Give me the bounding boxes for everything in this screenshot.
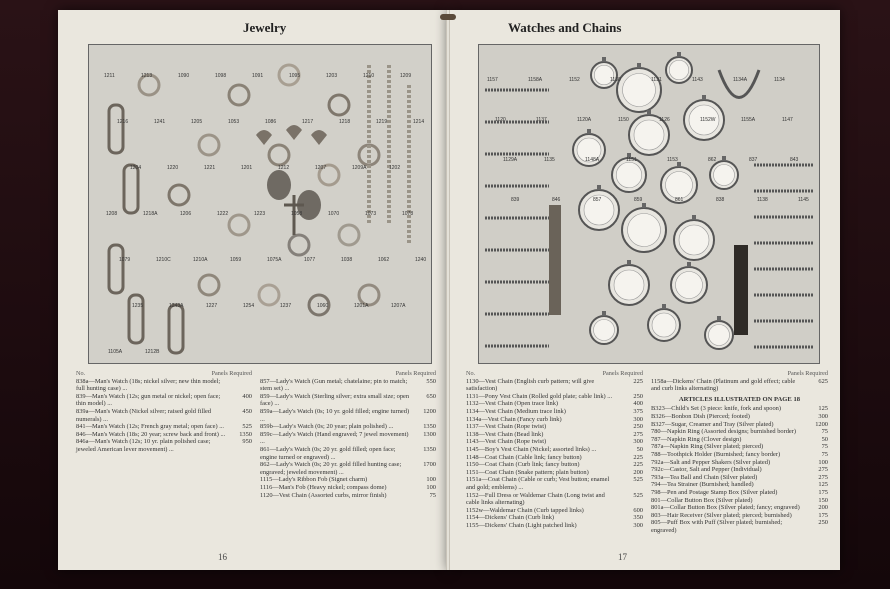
photo-label: 1137 [536,117,547,123]
item-description: 798—Pen and Postage Stamp Box (Silver plated) [651,488,778,496]
panels-header-right-2: Panels Required [787,370,828,377]
right-price-list [466,370,828,534]
item-panels: 75 [821,450,828,458]
price-list-item [466,507,643,515]
photo-label: 1240 [415,257,427,263]
item-description: B323—Child's Set (3 piece: knife, fork and spoon) [651,405,782,413]
photo-label: 846 [552,197,561,203]
photo-label: 1135 [544,157,555,163]
photo-label: 1241 [154,119,166,125]
watch-crown [647,110,651,115]
item-description: 1154—Dickens' Chain (Curb link) [466,514,555,522]
price-list-item [651,512,828,520]
photo-label: 1221 [204,165,216,171]
item-panels: 300 [633,521,643,529]
price-list-item [466,378,643,393]
item-panels: 250 [818,519,828,527]
item-description: 1134a—Vest Chain (Fancy curb link) [466,415,562,423]
photo-label: 1129A [503,157,518,163]
photo-label: 1147 [782,117,793,123]
price-list-item [260,408,436,423]
photo-label: 1201A [354,303,369,309]
pocket-watch-dial [669,60,689,80]
price-list-item [466,423,643,431]
photo-label: 1038 [341,257,353,263]
photo-label: 1216 [117,119,129,125]
item-description: 792c—Castor, Salt and Pepper (Individual) [651,466,762,474]
item-panels: 125 [818,405,828,413]
pocket-watch-dial [614,270,644,300]
item-panels: 300 [633,438,643,446]
price-list-item [651,474,828,482]
item-description: 859b—Lady's Watch (0s; 20 year; plain polished) ... [260,423,394,431]
price-list-item [466,514,643,522]
item-panels: 1200 [815,420,828,428]
photo-label: 1218A [143,211,158,217]
item-description: 1130—Vest Chain (English curb pattern; will give satisfaction) [466,377,595,393]
item-panels: 550 [426,377,436,385]
photo-label: 1210 [363,73,375,79]
item-panels: 100 [426,483,436,491]
photo-label: 1090 [178,73,190,79]
pocket-watch-dial [616,162,642,188]
photo-label: 1210C [156,257,171,263]
item-description: 838a—Man's Watch (18s; nickel silver; new thin model; full hunting case) ... [76,377,221,393]
item-description: 859c—Lady's Watch (Hand engraved; 7 jewel movement) ... [260,430,409,446]
photo-label: 1073 [365,211,377,217]
left-page [58,10,448,570]
panels-header: Panels Required [211,370,252,377]
item-description: 1131—Pony Vest Chain (Rolled gold plate; cable link) ... [466,392,613,400]
photo-label: 1227 [206,303,218,309]
photo-label: 838 [716,197,725,203]
price-list-item [260,393,436,408]
photo-label: 1254 [243,303,255,309]
photo-label: 1126 [659,117,670,123]
item-description: 857—Lady's Watch (Gun metal; chatelaine; pin to match; stem set) ... [260,377,408,393]
item-description: 861—Lady's Watch (0s; 20 yr. gold filled; open face; engine turned or engraved) ... [260,445,396,461]
photo-label: 1134A [733,77,748,83]
price-list-item [466,461,643,469]
item-panels: 1350 [423,423,436,431]
watch-crown [642,203,646,208]
price-list-item [651,413,828,421]
photo-label: 1091 [252,73,264,79]
price-list-item [76,408,252,423]
cameo-locket [267,170,291,200]
left-list-column-2 [260,370,436,499]
item-panels: 75 [429,491,436,499]
watch-crown [587,129,591,134]
item-panels: 200 [818,504,828,512]
item-panels: 200 [633,468,643,476]
item-panels: 650 [426,392,436,400]
photo-label: 1120A [577,117,592,123]
right-page [448,10,840,570]
no-header: No. [76,370,86,377]
jewelry-illustration [89,45,431,363]
price-list-item [466,416,643,424]
left-list-header [76,370,252,378]
item-description: B327—Sugar, Creamer and Tray (Silver plated) [651,420,774,428]
item-panels: 225 [633,461,643,469]
photo-label: 1237 [280,303,292,309]
photo-label: 1098 [215,73,227,79]
item-description: 1151a—Coat Chain (Cable or curb; Vest button; enamel and gold; emblems) ... [466,476,610,491]
pocket-watch-dial [679,225,709,255]
photo-label: 1138 [757,197,768,203]
pocket-watch-dial [628,214,661,247]
item-description: 788—Toothpick Holder (Burnished; fancy border) [651,450,781,458]
photo-label: 1150 [618,117,629,123]
photo-label: 857 [593,197,602,203]
item-description: 1116—Man's Fob (Heavy nickel; compass dome) [260,483,387,491]
photo-label: 1105A [108,349,123,355]
price-list-item [651,481,828,489]
photo-label: 1079 [119,257,131,263]
item-panels: 350 [633,514,643,522]
photo-label: 1059 [230,257,242,263]
photo-label: 1058 [291,211,303,217]
item-description: 1143—Vest Chain (Rope twist) [466,438,547,446]
photo-label: 1062 [378,257,390,263]
item-panels: 75 [821,443,828,451]
item-description: 859a—Lady's Watch (0s; 10 yr. gold filled; engine turned) ... [260,407,410,423]
item-description: 1150—Coat Chain (Curb link; fancy button) [466,461,580,469]
pocket-watch-dial [709,325,730,346]
item-description: 1137—Vest Chain (Rope twist) [466,423,547,431]
photo-label: 1201 [241,165,253,171]
panels-header-right: Panels Required [602,370,643,377]
photo-label: 1213 [141,73,153,79]
price-list-item [76,378,252,393]
item-description: 1134—Vest Chain (Medium trace link) [466,407,566,415]
price-list-item [651,466,828,474]
item-description: 1145—Boy's Vest Chain (Nickel; assorted links) ... [466,445,597,453]
item-description: 1132—Vest Chain (Open trace link) [466,400,559,408]
price-list-item [466,446,643,454]
photo-label: 861 [675,197,684,203]
left-page-title: Jewelry [243,20,287,35]
item-description: 780—Napkin Ring (Assorted designs; burnished border) [651,428,797,436]
item-panels: 1350 [423,445,436,453]
item-description: 792a—Salt and Pepper Shakers (Silver plated) [651,458,771,466]
item-panels: 125 [818,481,828,489]
photo-label: 1152 [569,77,580,83]
photo-label: 1217 [302,119,314,125]
item-description: 787—Napkin Ring (Clover design) [651,435,742,443]
photo-label: 1218 [339,119,351,125]
watches-photo [478,44,820,364]
price-list-item [466,476,643,491]
watches-illustration [479,45,819,363]
item-panels: 50 [636,445,643,453]
no-header-right: No. [466,370,476,377]
pocket-watch-dial [666,172,693,199]
item-description: 1155—Dickens' Chain (Light patched link) [466,521,577,529]
photo-label: 1157 [487,77,498,83]
photo-label: 1243A [169,303,184,309]
photo-label: 1208 [106,211,118,217]
photo-label: 1220 [167,165,179,171]
photo-label: 1155A [741,117,756,123]
price-list-item [651,451,828,459]
pocket-watch-dial [676,272,703,299]
item-panels: 275 [818,473,828,481]
price-list-item [76,393,252,408]
photo-label: 1219 [376,119,388,125]
pocket-watch-dial [714,165,735,186]
price-list-item [466,431,643,439]
item-description: 793a—Tea Ball and Chain (Silver plated) [651,473,758,481]
item-description: 1148—Coat Chain (Cable link; fancy button) [466,453,582,461]
photo-label: 837 [749,157,758,163]
photo-label: 1222 [217,211,229,217]
item-panels: 225 [633,377,643,385]
price-list-item [466,438,643,446]
price-list-item [466,469,643,477]
price-list-item [466,454,643,462]
price-list-item [260,446,436,461]
price-list-item [651,436,828,444]
photo-label: 843 [790,157,799,163]
item-description: 805—Puff Box with Puff (Silver plated; burnished; engraved) [651,519,783,534]
photo-label: 1134 [774,77,785,83]
item-panels: 175 [818,488,828,496]
pocket-watch-dial [652,313,676,337]
left-page-number: 16 [218,552,227,562]
photo-label: 1078 [402,211,414,217]
left-list-column-1 [76,370,252,499]
photo-label: 1212 [278,165,290,171]
item-description: 1151—Coat Chain (Snake pattern; plain button) [466,468,589,476]
item-description: 1158a—Dickens' Chain (Platinum and gold effect; cable and curb links alternating) [651,377,796,393]
photo-label: 1235 [132,303,144,309]
price-list-item [466,408,643,416]
price-list-item [466,400,643,408]
photo-label: 1153 [667,157,678,163]
photo-label: 1060 [317,303,329,309]
item-description: 801a—Collar Button Box (Silver plated; fancy; engraved) [651,504,800,512]
item-panels: 525 [242,423,252,431]
photo-label: 1205 [191,119,203,125]
photo-label: 1120 [495,117,506,123]
item-panels [230,378,252,393]
photo-label: 1152W [700,117,716,123]
price-list-item [260,431,436,446]
price-list-item [466,393,643,401]
item-description: B326—Bonbon Dish (Pierced; footed) [651,412,750,420]
price-list-item [466,522,643,530]
pocket-watch-dial [594,320,615,341]
watch-crown [627,260,631,265]
pocket-watch-dial [634,120,664,150]
item-panels: 225 [633,453,643,461]
photo-label: 1143 [692,77,703,83]
photo-background [89,45,431,363]
item-panels: 275 [633,430,643,438]
photo-label: 1151 [626,157,637,163]
binding-cord [440,14,456,20]
right-list-column-2 [651,370,828,534]
watch-crown [602,311,606,316]
photo-label: 839 [511,197,520,203]
item-panels: 950 [242,438,252,446]
item-panels: 1300 [423,430,436,438]
item-description: 803—Hair Receiver (Silver plated; pierced; burnished) [651,511,792,519]
item-description: 1138—Vest Chain (Bead link) [466,430,544,438]
photo-label: 1209 [400,73,412,79]
photo-label: 1075A [267,257,282,263]
item-description: 1120—Vest Chain (Assorted curbs, mirror finish) [260,491,387,499]
watch-crown [717,316,721,321]
watch-crown [702,95,706,100]
price-list-item [651,443,828,451]
photo-label: 1202 [389,165,401,171]
price-list-item [651,405,828,413]
item-panels: 400 [633,400,643,408]
item-panels: 1350 [239,430,252,438]
item-panels: 250 [633,392,643,400]
photo-label: 1207 [315,165,327,171]
photo-label: 1211 [104,73,115,79]
watch-crown [662,304,666,309]
photo-label: 1206 [180,211,192,217]
photo-label: 1212B [145,349,160,355]
price-list-item [651,378,828,393]
item-description: 846—Man's Watch (18s; 20 year; screw back and front) ... [76,430,226,438]
price-list-item [651,459,828,467]
price-list-item [76,423,252,431]
item-panels: 400 [242,392,252,400]
item-panels: 75 [821,428,828,436]
item-description: 839a—Man's Watch (Nickel silver; raised gold filled numerals) ... [76,407,212,423]
right-page-title: Watches and Chains [508,20,622,35]
item-panels: 1200 [423,407,436,415]
item-panels: 300 [633,415,643,423]
item-description: 787a—Napkin Ring (Silver plated; pierced) [651,443,764,451]
item-panels: 300 [818,412,828,420]
price-list-item [651,519,828,534]
photo-label: 1223 [254,211,266,217]
item-description: 859—Lady's Watch (Sterling silver; extra small size; open face) ... [260,392,410,408]
jewelry-photo [88,44,432,364]
watch-crown [722,156,726,161]
item-panels: 450 [242,407,252,415]
item-panels: 250 [633,423,643,431]
item-panels: 1700 [423,461,436,469]
section-heading: ARTICLES ILLUSTRATED ON PAGE 18 [678,395,801,403]
photo-label: 1053 [228,119,240,125]
photo-label: 1209A [352,165,367,171]
photo-label: 859 [634,197,643,203]
photo-label: 1203 [326,73,338,79]
photo-label: 1130 [610,77,621,83]
item-description: 846a—Man's Watch (12s; 10 yr. plain polished case; jeweled American lever movement) ... [76,438,211,453]
photo-label: 1086 [265,119,277,125]
right-list-column-1 [466,370,643,534]
price-list-item [76,438,252,453]
price-list-item [260,423,436,431]
item-description: 1152—Full Dress or Waldemar Chain (Long twist and cable links alternating) [466,491,605,507]
item-panels: 375 [633,407,643,415]
ribbon-fob [734,245,748,335]
price-list-item [260,476,436,484]
item-description: 1115—Lady's Ribbon Fob (Signet charm) [260,476,368,484]
item-panels: 600 [633,506,643,514]
right-page-number: 17 [618,552,627,562]
item-panels: 100 [426,476,436,484]
item-panels: 275 [818,466,828,474]
item-description: 1152w—Waldemar Chain (Curb tapped links) [466,506,584,514]
price-list-item [466,492,643,507]
price-list-item [260,492,436,500]
item-panels: 625 [818,377,828,385]
item-panels: 525 [633,491,643,499]
price-list-item [651,421,828,429]
item-panels: 175 [818,511,828,519]
photo-label: 1145 [798,197,809,203]
price-list-item [651,504,828,512]
photo-label: 1095 [289,73,301,79]
watch-crown [602,57,606,62]
photo-label: 1158A [528,77,543,83]
item-panels: 150 [818,496,828,504]
price-list-item [260,484,436,492]
book-spine [446,10,450,570]
photo-label: 1214 [413,119,425,125]
price-list-item [651,489,828,497]
right-list-header-2 [651,370,828,378]
item-description: 862—Lady's Watch (0s; 20 yr. gold filled hunting case; engraved; jeweled movement) ... [260,461,402,476]
left-list-header-2 [260,370,436,378]
item-panels: 100 [818,458,828,466]
item-description: 841—Man's Watch (12s; French gray metal; open face) ... [76,423,224,431]
photo-label: 1148A [585,157,600,163]
item-description: 839—Man's Watch (12s; gun metal or nickel; open face; thin model) ... [76,392,221,408]
photo-label: 1070 [328,211,340,217]
item-description: 801—Collar Button Box (Silver plated) [651,496,753,504]
photo-label: 1077 [304,257,316,263]
panels-header-2: Panels Required [395,370,436,377]
price-list-item [76,431,252,439]
photo-label: 1204 [130,165,142,171]
watch-crown [637,63,641,68]
watch-crown [597,185,601,190]
item-description: 794—Tea Strainer (Burnished; handled) [651,481,754,489]
photo-label: 1131 [651,77,662,83]
left-price-list [76,370,436,499]
price-list-item [260,378,436,393]
watch-crown [692,215,696,220]
price-list-item [651,497,828,505]
price-list-item [260,461,436,476]
photo-label: 1210A [193,257,208,263]
watch-crown [677,52,681,57]
chatelaine-chain [549,205,561,315]
photo-label: 1207A [391,303,406,309]
photo-label: 862 [708,157,717,163]
right-list-header [466,370,643,378]
price-list-item [651,428,828,436]
item-panels: 525 [633,476,643,484]
watch-crown [687,262,691,267]
item-panels: 50 [821,435,828,443]
